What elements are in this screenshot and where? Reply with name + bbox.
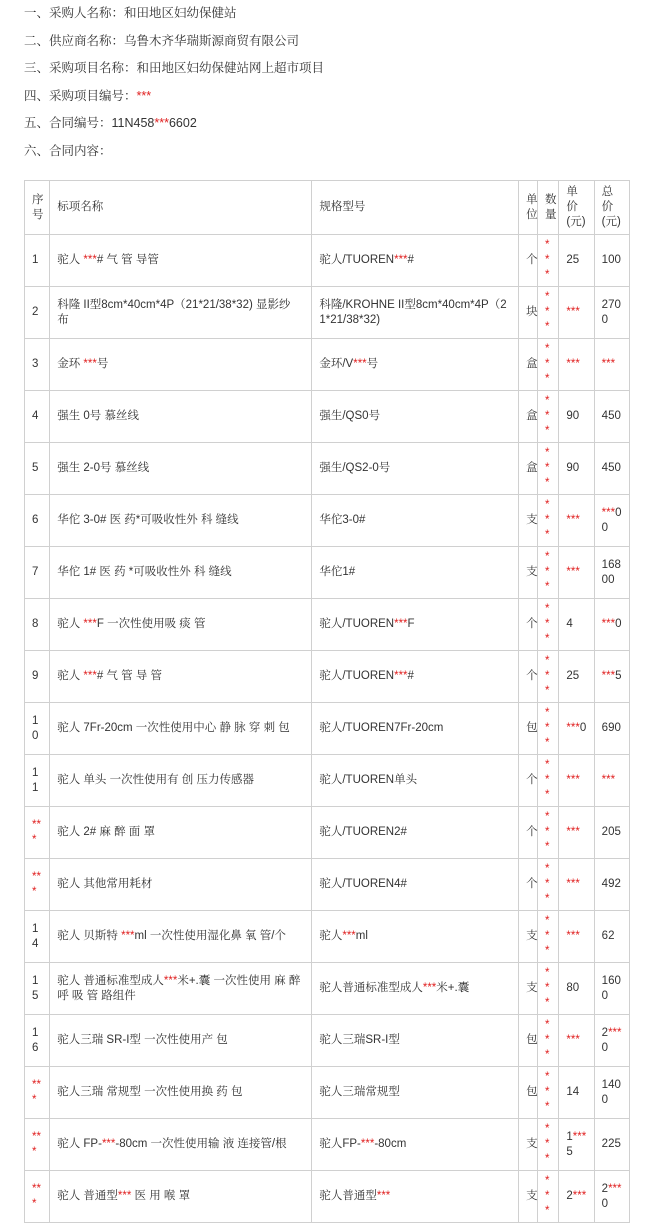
cell-total: 2***0: [594, 1015, 629, 1067]
cell-qty: [537, 495, 558, 547]
table-row: [25, 443, 630, 495]
cell-unit: 个: [519, 755, 538, 807]
cell-spec: 驼人三瑞SR-I型: [312, 1015, 519, 1067]
cell-name: 科隆 II型8cm*40cm*4P（21*21/38*32) 显影纱 布: [50, 287, 312, 339]
cell-price: [559, 911, 594, 963]
cell-total: 100: [594, 235, 629, 287]
cell-qty: [537, 1015, 558, 1067]
redaction-mark: ***: [422, 982, 437, 994]
cell-unit: 个: [519, 859, 538, 911]
header-total: 总价(元): [594, 181, 629, 235]
cell-name: 驼人 单头 一次性使用有 创 压力传感器: [50, 755, 312, 807]
cell-spec: 强生/QS2-0号: [312, 443, 519, 495]
header-name: 标项名称: [50, 181, 312, 235]
cell-unit: 盒: [519, 339, 538, 391]
redaction-mark: ***: [544, 343, 550, 385]
cell-name: 驼人 其他常用耗材: [50, 859, 312, 911]
redaction-mark: ***: [544, 967, 550, 1009]
cell-name: 驼人 普通标准型成人***米+.囊 一次性使用 麻 醉 呼 吸 管 路组件: [50, 963, 312, 1015]
cell-name: 驼人三瑞 常规型 一次性使用换 药 包: [50, 1067, 312, 1119]
cell-price: [559, 755, 594, 807]
contract-no-label: 五、合同编号：: [24, 116, 112, 130]
cell-total: [594, 755, 629, 807]
cell-total: 225: [594, 1119, 629, 1171]
cell-name: 华佗 3-0# 医 药*可吸收性外 科 缝线: [50, 495, 312, 547]
cell-price: [559, 287, 594, 339]
cell-unit: 个: [519, 599, 538, 651]
redaction-mark: ***: [608, 1026, 622, 1039]
cell-price: 2***: [559, 1171, 594, 1223]
cell-no: [25, 807, 50, 859]
table-row: [25, 911, 630, 963]
redaction-mark: ***: [544, 1019, 550, 1061]
cell-spec: 驼人/TUOREN2#: [312, 807, 519, 859]
cell-qty: [537, 1119, 558, 1171]
cell-total: 1400: [594, 1067, 629, 1119]
redaction-mark: ***: [566, 722, 580, 734]
cell-name: 驼人 贝斯特 ***ml 一次性使用湿化鼻 氧 管/个: [50, 911, 312, 963]
cell-spec: 驼人/TUOREN4#: [312, 859, 519, 911]
redaction-mark: ***: [544, 603, 550, 645]
project-no-value: [137, 89, 152, 103]
redaction-mark: ***: [117, 1190, 132, 1202]
redaction-mark: ***: [544, 759, 550, 801]
cell-spec: 驼人/TUOREN***#: [312, 235, 519, 287]
table-row: [25, 599, 630, 651]
redaction-mark: ***: [566, 930, 580, 942]
cell-total: 205: [594, 807, 629, 859]
cell-spec: 金环/V***号: [312, 339, 519, 391]
redaction-mark: ***: [601, 358, 616, 370]
cell-spec: 驼人普通标准型成人***米+.囊: [312, 963, 519, 1015]
cell-no: [25, 1171, 50, 1223]
contract-no-line: [24, 110, 637, 138]
cell-total: 450: [594, 391, 629, 443]
redaction-mark: ***: [601, 506, 616, 519]
project-name-line: [24, 55, 637, 83]
cell-unit: 支: [519, 1171, 538, 1223]
cell-no: [25, 1067, 50, 1119]
redaction-mark: ***: [566, 306, 580, 318]
cell-unit: 个: [519, 235, 538, 287]
cell-no: [25, 859, 50, 911]
redaction-mark: ***: [566, 1034, 580, 1046]
table-row: [25, 963, 630, 1015]
header-no: 序号: [25, 181, 50, 235]
cell-total: [594, 339, 629, 391]
supplier-line: [24, 28, 637, 56]
redaction-mark: ***: [83, 358, 97, 370]
table-header-row: [25, 181, 630, 235]
cell-unit: 块: [519, 287, 538, 339]
redaction-mark: ***: [544, 447, 550, 489]
cell-no: 5: [25, 443, 50, 495]
redaction-mark: ***: [83, 670, 97, 682]
table-body: [25, 235, 630, 1223]
cell-qty: [537, 1067, 558, 1119]
cell-spec: 驼人普通型***: [312, 1171, 519, 1223]
redaction-mark: ***: [566, 358, 580, 370]
cell-name: 驼人 普通型*** 医 用 喉 罩: [50, 1171, 312, 1223]
cell-name: 驼人三瑞 SR-I型 一次性使用产 包: [50, 1015, 312, 1067]
redaction-mark: ***: [566, 774, 580, 786]
redaction-mark: ***: [101, 1138, 116, 1150]
cell-price: [559, 807, 594, 859]
header-price: 单价(元): [559, 181, 594, 235]
cell-unit: 支: [519, 1119, 538, 1171]
redaction-mark: ***: [544, 1123, 550, 1165]
cell-no: 6: [25, 495, 50, 547]
cell-qty: [537, 703, 558, 755]
redaction-mark: ***: [136, 88, 152, 103]
contract-table-wrapper: [24, 180, 630, 1223]
cell-price: [559, 1015, 594, 1067]
cell-qty: [537, 391, 558, 443]
table-row: [25, 287, 630, 339]
table-row: [25, 703, 630, 755]
cell-qty: [537, 443, 558, 495]
cell-total: 492: [594, 859, 629, 911]
redaction-mark: ***: [544, 1071, 550, 1113]
cell-total: 16800: [594, 547, 629, 599]
cell-no: 10: [25, 703, 50, 755]
redaction-mark: ***: [394, 254, 408, 266]
cell-price: [559, 495, 594, 547]
cell-name: 华佗 1# 医 药 *可吸收性外 科 缝线: [50, 547, 312, 599]
header-qty: 数量: [537, 181, 558, 235]
redaction-mark: ***: [572, 1130, 587, 1143]
cell-name: 驼人 2# 麻 醉 面 罩: [50, 807, 312, 859]
table-row: [25, 1119, 630, 1171]
table-row: [25, 1015, 630, 1067]
cell-no: 1: [25, 235, 50, 287]
cell-price: 90: [559, 443, 594, 495]
cell-spec: 驼人/TUOREN***#: [312, 651, 519, 703]
redaction-mark: ***: [32, 1078, 41, 1106]
redaction-mark: ***: [360, 1138, 375, 1150]
cell-qty: [537, 235, 558, 287]
contract-items-table: [24, 180, 630, 1223]
cell-unit: 包: [519, 1015, 538, 1067]
cell-no: 11: [25, 755, 50, 807]
redaction-mark: ***: [32, 818, 41, 846]
redaction-mark: ***: [601, 618, 616, 630]
cell-spec: 驼人/TUOREN7Fr-20cm: [312, 703, 519, 755]
redaction-mark: ***: [608, 1182, 622, 1195]
cell-spec: 科隆/KROHNE II型8cm*40cm*4P（21*21/38*32): [312, 287, 519, 339]
cell-no: 14: [25, 911, 50, 963]
cell-price: 14: [559, 1067, 594, 1119]
cell-no: 3: [25, 339, 50, 391]
supplier-label: 二、供应商名称：: [24, 33, 125, 48]
redaction-mark: ***: [544, 239, 550, 281]
cell-name: 金环 ***号: [50, 339, 312, 391]
cell-unit: 支: [519, 547, 538, 599]
cell-no: 15: [25, 963, 50, 1015]
cell-price: 25: [559, 651, 594, 703]
cell-price: 4: [559, 599, 594, 651]
redaction-mark: ***: [544, 1175, 550, 1217]
cell-no: 7: [25, 547, 50, 599]
redaction-mark: ***: [572, 1190, 587, 1202]
table-row: [25, 807, 630, 859]
project-no-label: 四、采购项目编号：: [24, 88, 137, 103]
cell-unit: 盒: [519, 391, 538, 443]
cell-name: 驼人 ***F 一次性使用吸 痰 管: [50, 599, 312, 651]
cell-qty: [537, 547, 558, 599]
redaction-mark: ***: [353, 358, 367, 370]
redaction-mark: ***: [83, 618, 97, 630]
redaction-mark: ***: [544, 551, 550, 593]
cell-name: 强生 2-0号 慕丝线: [50, 443, 312, 495]
cell-qty: [537, 339, 558, 391]
project-no-line: [24, 83, 637, 111]
cell-unit: 支: [519, 911, 538, 963]
redaction-mark: ***: [601, 774, 616, 786]
cell-total: 450: [594, 443, 629, 495]
cell-price: 90: [559, 391, 594, 443]
cell-no: 2: [25, 287, 50, 339]
cell-spec: 驼人三瑞常规型: [312, 1067, 519, 1119]
redaction-mark: ***: [394, 670, 408, 682]
redaction-mark: ***: [394, 618, 408, 630]
cell-price: [559, 547, 594, 599]
cell-name: 强生 0号 慕丝线: [50, 391, 312, 443]
cell-price: 1***5: [559, 1119, 594, 1171]
cell-spec: 驼人/TUOREN***F: [312, 599, 519, 651]
redaction-mark: ***: [544, 291, 550, 333]
table-row: [25, 1171, 630, 1223]
redaction-mark: ***: [566, 514, 580, 526]
cell-spec: 强生/QS0号: [312, 391, 519, 443]
purchaser-label: 一、采购人名称：: [24, 6, 125, 20]
cell-unit: 个: [519, 651, 538, 703]
redaction-mark: ***: [544, 915, 550, 957]
contract-header: [24, 0, 637, 165]
cell-spec: 驼人FP-***-80cm: [312, 1119, 519, 1171]
contents-label: 六、合同内容：: [24, 143, 112, 158]
redaction-mark: ***: [121, 930, 135, 942]
cell-unit: 盒: [519, 443, 538, 495]
project-name-label: 三、采购项目名称：: [24, 61, 137, 75]
cell-total: 2***0: [594, 1171, 629, 1223]
cell-no: [25, 1119, 50, 1171]
contract-no-value: 11N458***6602: [111, 116, 197, 130]
cell-spec: 驼人/TUOREN单头: [312, 755, 519, 807]
cell-qty: [537, 287, 558, 339]
redaction-mark: ***: [544, 395, 550, 437]
cell-qty: [537, 651, 558, 703]
cell-qty: [537, 755, 558, 807]
cell-qty: [537, 963, 558, 1015]
cell-qty: [537, 911, 558, 963]
cell-total: 2700: [594, 287, 629, 339]
project-name-value: 和田地区妇幼保健站网上超市项目: [136, 61, 325, 75]
table-row: [25, 495, 630, 547]
cell-qty: [537, 1171, 558, 1223]
redaction-mark: ***: [544, 499, 550, 541]
redaction-mark: ***: [154, 116, 169, 130]
cell-name: 驼人 ***# 气 管 导 管: [50, 651, 312, 703]
redaction-mark: ***: [342, 930, 356, 942]
contents-line: [24, 138, 637, 166]
purchaser-line: [24, 0, 637, 28]
redaction-mark: ***: [32, 1182, 41, 1210]
redaction-mark: ***: [566, 826, 580, 838]
table-row: [25, 339, 630, 391]
table-row: [25, 1067, 630, 1119]
cell-spec: 华佗3-0#: [312, 495, 519, 547]
cell-total: ***0: [594, 599, 629, 651]
cell-name: 驼人 7Fr-20cm 一次性使用中心 静 脉 穿 刺 包: [50, 703, 312, 755]
table-row: [25, 235, 630, 287]
table-row: [25, 859, 630, 911]
cell-total: 62: [594, 911, 629, 963]
header-unit: 单位: [519, 181, 538, 235]
redaction-mark: ***: [544, 655, 550, 697]
redaction-mark: ***: [566, 878, 580, 890]
header-spec: 规格型号: [312, 181, 519, 235]
cell-qty: [537, 859, 558, 911]
redaction-mark: ***: [376, 1190, 391, 1202]
redaction-mark: ***: [83, 254, 97, 266]
cell-spec: 驼人***ml: [312, 911, 519, 963]
table-row: [25, 391, 630, 443]
cell-unit: 包: [519, 703, 538, 755]
cell-total: ***5: [594, 651, 629, 703]
cell-no: 4: [25, 391, 50, 443]
cell-name: 驼人 ***# 气 管 导管: [50, 235, 312, 287]
cell-qty: [537, 599, 558, 651]
cell-unit: 支: [519, 495, 538, 547]
table-row: [25, 755, 630, 807]
cell-name: 驼人 FP-***-80cm 一次性使用输 液 连接管/根: [50, 1119, 312, 1171]
purchaser-value: 和田地区妇幼保健站: [124, 6, 237, 20]
cell-no: 9: [25, 651, 50, 703]
cell-price: 80: [559, 963, 594, 1015]
cell-price: ***0: [559, 703, 594, 755]
cell-unit: 个: [519, 807, 538, 859]
cell-no: 16: [25, 1015, 50, 1067]
redaction-mark: ***: [566, 566, 580, 578]
cell-total: ***00: [594, 495, 629, 547]
cell-unit: 包: [519, 1067, 538, 1119]
redaction-mark: ***: [163, 974, 178, 987]
cell-price: [559, 339, 594, 391]
cell-no: 8: [25, 599, 50, 651]
redaction-mark: ***: [544, 811, 550, 853]
redaction-mark: ***: [601, 670, 616, 682]
redaction-mark: ***: [544, 863, 550, 905]
table-row: [25, 547, 630, 599]
redaction-mark: ***: [32, 1130, 41, 1158]
cell-price: [559, 859, 594, 911]
cell-qty: [537, 807, 558, 859]
cell-unit: 支: [519, 963, 538, 1015]
cell-total: 690: [594, 703, 629, 755]
table-row: [25, 651, 630, 703]
supplier-value: 乌鲁木齐华瑞斯源商贸有限公司: [124, 33, 300, 48]
cell-total: 1600: [594, 963, 629, 1015]
redaction-mark: ***: [32, 870, 41, 898]
cell-spec: 华佗1#: [312, 547, 519, 599]
redaction-mark: ***: [544, 707, 550, 749]
cell-price: 25: [559, 235, 594, 287]
